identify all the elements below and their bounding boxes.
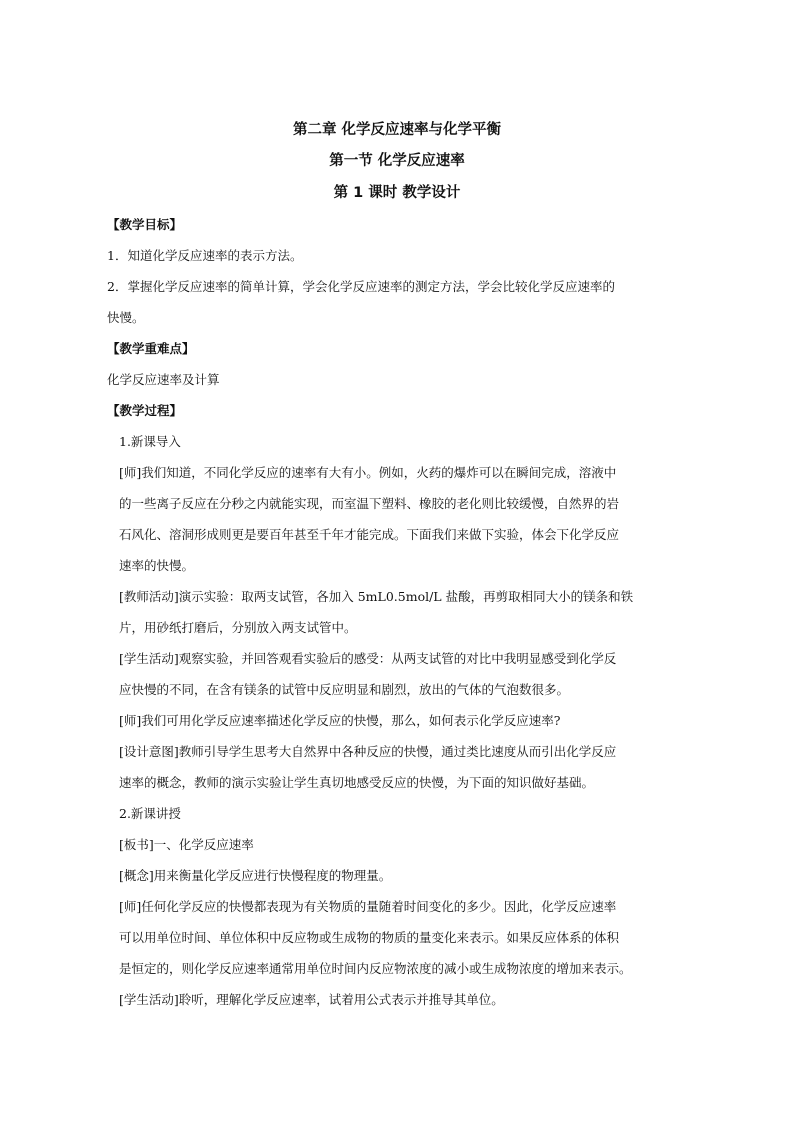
paragraph-line: 速率的概念，教师的演示实验让学生真切地感受反应的快慢，为下面的知识做好基础。 (119, 775, 595, 790)
paragraph-line: 片，用砂纸打磨后，分别放入两支试管中。 (119, 620, 357, 635)
paragraph-line: 的一些离子反应在分秒之内就能实现，而室温下塑料、橡胶的老化则比较缓慢，自然界的岩 (119, 496, 620, 511)
heading-teaching-process: 【教学过程】 (107, 403, 183, 418)
paragraph-line: [师]任何化学反应的快慢都表现为有关物质的量随着时间变化的多少。因此，化学反应速率 (119, 899, 617, 914)
paragraph-line: 可以用单位时间、单位体积中反应物或生成物的物质的量变化来表示。如果反应体系的体积 (119, 930, 620, 945)
heading-key-difficult-points: 【教学重难点】 (107, 341, 195, 356)
objective-2: 2．掌握化学反应速率的简单计算，学会化学反应速率的测定方法，学会比较化学反应速率的 (107, 279, 615, 294)
paragraph-line: [师]我们知道，不同化学反应的速率有大有小。例如，火药的爆炸可以在瞬间完成，溶液中 (119, 465, 617, 480)
heading-teaching-objectives: 【教学目标】 (107, 217, 183, 232)
paragraph-line: [板书]一、化学反应速率 (119, 837, 254, 852)
paragraph-line: [学生活动]观察实验，并回答观看实验后的感受：从两支试管的对比中我明显感受到化学反 (119, 651, 617, 666)
lesson-title: 第 1 课时 教学设计 (333, 185, 461, 201)
paragraph-line: 石风化、溶洞形成则更是要百年甚至千年才能完成。下面我们来做下实验，体会下化学反应 (119, 527, 620, 542)
paragraph-line: [师]我们可用化学反应速率描述化学反应的快慢，那么，如何表示化学反应速率? (119, 713, 561, 728)
objective-2-continued: 快慢。 (107, 310, 145, 325)
key-point-text: 化学反应速率及计算 (107, 372, 220, 387)
chapter-title: 第二章 化学反应速率与化学平衡 (292, 122, 502, 138)
paragraph-line: [教师活动]演示实验：取两支试管，各加入 5mL0.5mol/L 盐酸，再剪取相同大小的镁条和铁 (119, 589, 634, 604)
paragraph-line: [设计意图]教师引导学生思考大自然界中各种反应的快慢，通过类比速度从而引出化学反应 (119, 744, 617, 759)
subheading-new-lesson-lecture: 2.新课讲授 (119, 806, 181, 821)
paragraph-line: [概念]用来衡量化学反应进行快慢程度的物理量。 (119, 868, 392, 883)
paragraph-line: 应快慢的不同，在含有镁条的试管中反应明显和剧烈，放出的气体的气泡数很多。 (119, 682, 570, 697)
paragraph-line: 是恒定的，则化学反应速率通常用单位时间内反应物浓度的减小或生成物浓度的增加来表示。 (119, 961, 632, 976)
paragraph-line: [学生活动]聆听，理解化学反应速率，试着用公式表示并推导其单位。 (119, 992, 504, 1007)
section-title: 第一节 化学反应速率 (329, 153, 465, 169)
objective-1: 1．知道化学反应速率的表示方法。 (107, 248, 303, 263)
paragraph-line: 速率的快慢。 (119, 558, 195, 573)
subheading-new-lesson-intro: 1.新课导入 (119, 434, 181, 449)
